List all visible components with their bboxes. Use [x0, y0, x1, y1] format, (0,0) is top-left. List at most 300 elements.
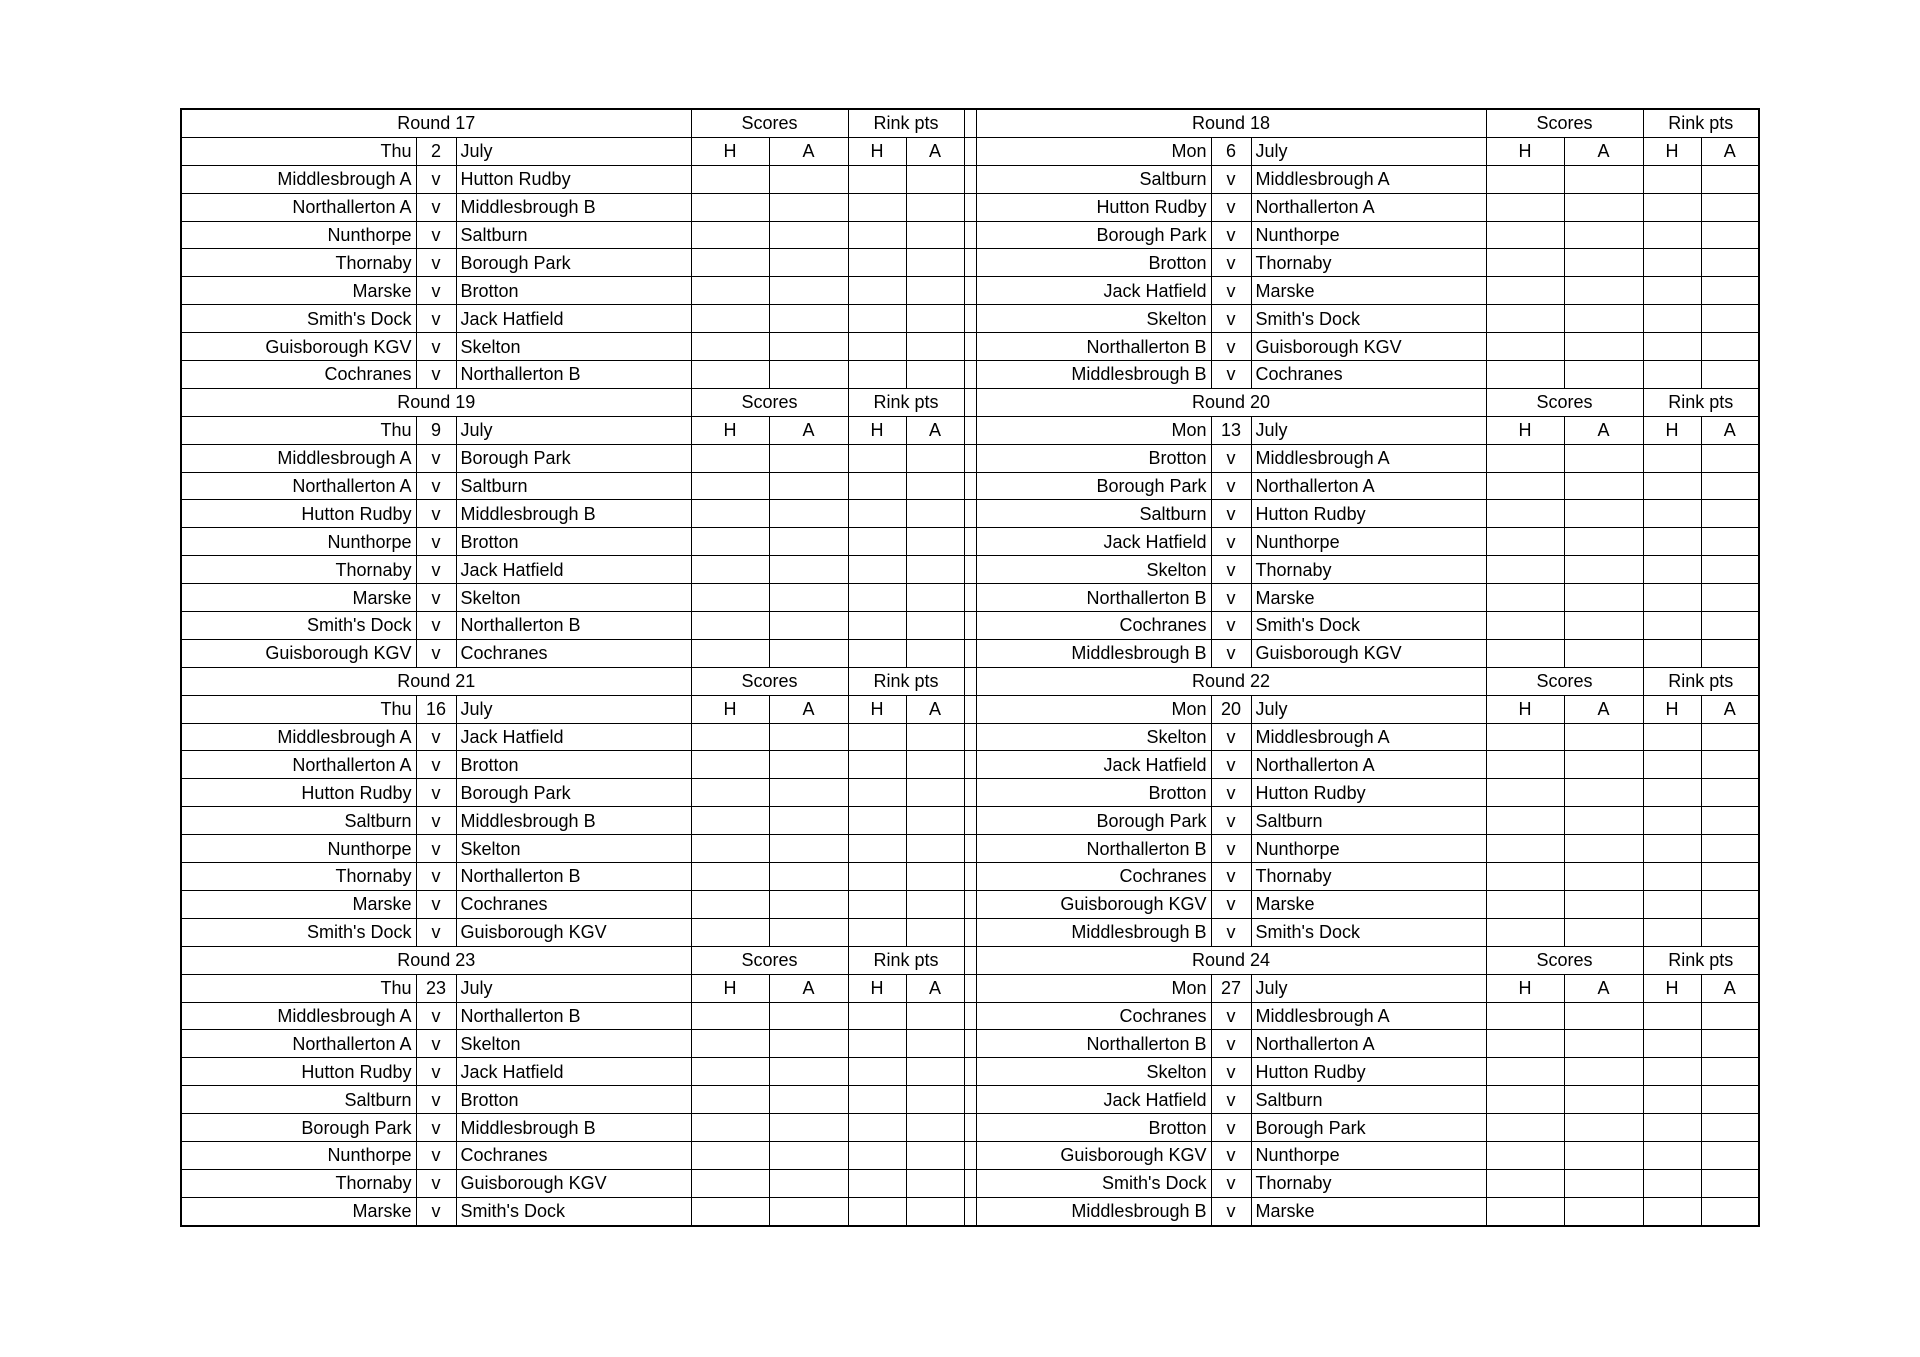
- home-team: Northallerton B: [976, 1030, 1211, 1058]
- home-team: Nunthorpe: [181, 528, 416, 556]
- versus-label: v: [1211, 221, 1251, 249]
- home-rink-pts-cell: [848, 779, 906, 807]
- home-score-cell: [1486, 1114, 1564, 1142]
- round-header-row: [181, 109, 1759, 137]
- home-score-cell: [691, 277, 769, 305]
- column-gap: [964, 1002, 976, 1030]
- versus-label: v: [1211, 556, 1251, 584]
- fixture-row: [181, 1002, 1759, 1030]
- home-team: Guisborough KGV: [181, 639, 416, 667]
- home-score-cell: [691, 1030, 769, 1058]
- column-gap: [964, 667, 976, 695]
- away-team: Smith's Dock: [1251, 612, 1486, 640]
- match-day: Thu: [181, 974, 416, 1002]
- away-team: Jack Hatfield: [456, 723, 691, 751]
- fixture-row: [181, 305, 1759, 333]
- away-rink-pts-cell: [1701, 1114, 1759, 1142]
- home-score-cell: [691, 612, 769, 640]
- away-rink-pts-cell: [906, 890, 964, 918]
- home-team: Hutton Rudby: [181, 500, 416, 528]
- fixture-row: [181, 807, 1759, 835]
- away-team: Smith's Dock: [1251, 305, 1486, 333]
- home-score-cell: [1486, 639, 1564, 667]
- column-gap: [964, 1030, 976, 1058]
- scores-home-header: H: [1486, 137, 1564, 165]
- fixture-row: [181, 1086, 1759, 1114]
- home-score-cell: [1486, 500, 1564, 528]
- scores-header: Scores: [691, 946, 848, 974]
- away-score-cell: [769, 472, 848, 500]
- away-rink-pts-cell: [906, 612, 964, 640]
- match-day: Mon: [976, 974, 1211, 1002]
- column-gap: [964, 584, 976, 612]
- away-rink-pts-cell: [1701, 863, 1759, 891]
- scores-home-header: H: [1486, 974, 1564, 1002]
- column-gap: [964, 109, 976, 137]
- away-rink-pts-cell: [1701, 444, 1759, 472]
- away-score-cell: [769, 584, 848, 612]
- scores-home-header: H: [1486, 695, 1564, 723]
- home-rink-pts-cell: [1643, 918, 1701, 946]
- away-rink-pts-cell: [1701, 472, 1759, 500]
- column-gap: [964, 277, 976, 305]
- away-score-cell: [1564, 751, 1643, 779]
- away-rink-pts-cell: [1701, 221, 1759, 249]
- versus-label: v: [1211, 249, 1251, 277]
- home-score-cell: [1486, 305, 1564, 333]
- home-rink-pts-cell: [848, 500, 906, 528]
- home-score-cell: [1486, 249, 1564, 277]
- home-score-cell: [1486, 1002, 1564, 1030]
- away-rink-pts-cell: [906, 444, 964, 472]
- home-rink-pts-cell: [1643, 1197, 1701, 1225]
- away-score-cell: [1564, 1086, 1643, 1114]
- home-rink-pts-cell: [848, 1197, 906, 1225]
- away-team: Northallerton A: [1251, 193, 1486, 221]
- home-rink-pts-cell: [848, 639, 906, 667]
- away-rink-pts-cell: [1701, 1197, 1759, 1225]
- home-team: Middlesbrough A: [181, 444, 416, 472]
- home-rink-pts-cell: [1643, 1030, 1701, 1058]
- away-score-cell: [769, 863, 848, 891]
- away-rink-pts-cell: [906, 361, 964, 389]
- home-rink-pts-cell: [1643, 165, 1701, 193]
- home-team: Hutton Rudby: [976, 193, 1211, 221]
- home-team: Jack Hatfield: [976, 528, 1211, 556]
- scores-home-header: H: [691, 695, 769, 723]
- away-rink-pts-cell: [1701, 277, 1759, 305]
- home-team: Middlesbrough B: [976, 918, 1211, 946]
- away-team: Hutton Rudby: [456, 165, 691, 193]
- versus-label: v: [1211, 918, 1251, 946]
- away-team: Middlesbrough A: [1251, 444, 1486, 472]
- home-team: Smith's Dock: [181, 305, 416, 333]
- away-rink-pts-cell: [906, 1002, 964, 1030]
- home-team: Northallerton B: [976, 333, 1211, 361]
- home-rink-pts-cell: [848, 528, 906, 556]
- away-rink-pts-cell: [1701, 1002, 1759, 1030]
- scores-header: Scores: [691, 388, 848, 416]
- away-team: Borough Park: [456, 249, 691, 277]
- home-team: Marske: [181, 277, 416, 305]
- away-score-cell: [1564, 528, 1643, 556]
- rink-away-header: A: [1701, 974, 1759, 1002]
- away-score-cell: [769, 807, 848, 835]
- home-score-cell: [691, 500, 769, 528]
- scores-header: Scores: [1486, 388, 1643, 416]
- home-rink-pts-cell: [848, 361, 906, 389]
- home-score-cell: [691, 472, 769, 500]
- away-rink-pts-cell: [1701, 890, 1759, 918]
- away-team: Northallerton B: [456, 863, 691, 891]
- away-rink-pts-cell: [906, 556, 964, 584]
- home-score-cell: [1486, 444, 1564, 472]
- home-score-cell: [691, 1141, 769, 1169]
- home-rink-pts-cell: [848, 1058, 906, 1086]
- round-header-row: [181, 388, 1759, 416]
- home-team: Thornaby: [181, 1169, 416, 1197]
- fixture-row: [181, 779, 1759, 807]
- home-team: Guisborough KGV: [976, 1141, 1211, 1169]
- fixture-row: [181, 1169, 1759, 1197]
- away-rink-pts-cell: [906, 333, 964, 361]
- versus-label: v: [1211, 500, 1251, 528]
- match-month: July: [1251, 137, 1486, 165]
- home-score-cell: [1486, 807, 1564, 835]
- scores-away-header: A: [769, 695, 848, 723]
- home-score-cell: [691, 1058, 769, 1086]
- match-day: Mon: [976, 695, 1211, 723]
- fixture-row: [181, 165, 1759, 193]
- away-score-cell: [1564, 193, 1643, 221]
- scores-away-header: A: [769, 137, 848, 165]
- versus-label: v: [1211, 1086, 1251, 1114]
- home-score-cell: [691, 1002, 769, 1030]
- home-score-cell: [1486, 863, 1564, 891]
- away-rink-pts-cell: [906, 277, 964, 305]
- away-score-cell: [1564, 612, 1643, 640]
- away-team: Middlesbrough B: [456, 193, 691, 221]
- versus-label: v: [416, 639, 456, 667]
- round-title: Round 23: [181, 946, 691, 974]
- versus-label: v: [1211, 1058, 1251, 1086]
- away-score-cell: [769, 1086, 848, 1114]
- away-rink-pts-cell: [1701, 779, 1759, 807]
- versus-label: v: [1211, 1197, 1251, 1225]
- home-rink-pts-cell: [1643, 584, 1701, 612]
- away-rink-pts-cell: [1701, 305, 1759, 333]
- away-rink-pts-cell: [1701, 556, 1759, 584]
- versus-label: v: [1211, 890, 1251, 918]
- rink-away-header: A: [1701, 137, 1759, 165]
- column-gap: [964, 165, 976, 193]
- away-rink-pts-cell: [906, 807, 964, 835]
- home-rink-pts-cell: [1643, 779, 1701, 807]
- away-rink-pts-cell: [1701, 500, 1759, 528]
- home-team: Skelton: [976, 1058, 1211, 1086]
- column-gap: [964, 388, 976, 416]
- versus-label: v: [416, 556, 456, 584]
- fixture-row: [181, 1030, 1759, 1058]
- column-gap: [964, 305, 976, 333]
- away-team: Guisborough KGV: [456, 1169, 691, 1197]
- away-score-cell: [769, 1114, 848, 1142]
- away-rink-pts-cell: [906, 723, 964, 751]
- away-rink-pts-cell: [906, 193, 964, 221]
- column-gap: [964, 361, 976, 389]
- away-team: Nunthorpe: [1251, 835, 1486, 863]
- fixture-row: [181, 528, 1759, 556]
- home-score-cell: [1486, 751, 1564, 779]
- versus-label: v: [416, 863, 456, 891]
- versus-label: v: [416, 249, 456, 277]
- home-rink-pts-cell: [1643, 807, 1701, 835]
- match-month: July: [1251, 974, 1486, 1002]
- away-score-cell: [1564, 556, 1643, 584]
- home-rink-pts-cell: [1643, 277, 1701, 305]
- away-team: Jack Hatfield: [456, 305, 691, 333]
- away-team: Jack Hatfield: [456, 556, 691, 584]
- home-team: Nunthorpe: [181, 835, 416, 863]
- home-score-cell: [1486, 1169, 1564, 1197]
- round-title: Round 18: [976, 109, 1486, 137]
- away-team: Northallerton A: [1251, 472, 1486, 500]
- away-team: Saltburn: [1251, 1086, 1486, 1114]
- fixture-row: [181, 277, 1759, 305]
- away-team: Middlesbrough B: [456, 807, 691, 835]
- home-team: Borough Park: [976, 807, 1211, 835]
- rink-pts-header: Rink pts: [1643, 109, 1759, 137]
- home-score-cell: [1486, 1086, 1564, 1114]
- fixture-row: [181, 221, 1759, 249]
- fixture-row: [181, 556, 1759, 584]
- home-rink-pts-cell: [848, 863, 906, 891]
- scores-header: Scores: [1486, 946, 1643, 974]
- away-team: Northallerton B: [456, 361, 691, 389]
- home-score-cell: [691, 807, 769, 835]
- fixture-row: [181, 584, 1759, 612]
- away-score-cell: [769, 333, 848, 361]
- home-score-cell: [1486, 918, 1564, 946]
- home-team: Northallerton A: [181, 472, 416, 500]
- rink-home-header: H: [848, 416, 906, 444]
- versus-label: v: [1211, 472, 1251, 500]
- versus-label: v: [1211, 193, 1251, 221]
- away-team: Borough Park: [456, 779, 691, 807]
- round-header-row: [181, 667, 1759, 695]
- away-rink-pts-cell: [1701, 249, 1759, 277]
- versus-label: v: [416, 305, 456, 333]
- match-date: 20: [1211, 695, 1251, 723]
- away-rink-pts-cell: [906, 1141, 964, 1169]
- rink-pts-header: Rink pts: [1643, 946, 1759, 974]
- home-rink-pts-cell: [848, 1169, 906, 1197]
- versus-label: v: [416, 1086, 456, 1114]
- home-team: Brotton: [976, 779, 1211, 807]
- round-date-row: [181, 137, 1759, 165]
- away-team: Nunthorpe: [1251, 221, 1486, 249]
- away-score-cell: [1564, 584, 1643, 612]
- home-team: Guisborough KGV: [976, 890, 1211, 918]
- away-rink-pts-cell: [1701, 612, 1759, 640]
- away-team: Middlesbrough A: [1251, 165, 1486, 193]
- home-team: Jack Hatfield: [976, 1086, 1211, 1114]
- away-score-cell: [1564, 1141, 1643, 1169]
- home-rink-pts-cell: [848, 277, 906, 305]
- versus-label: v: [1211, 444, 1251, 472]
- scores-home-header: H: [691, 137, 769, 165]
- versus-label: v: [416, 361, 456, 389]
- away-score-cell: [1564, 1058, 1643, 1086]
- versus-label: v: [416, 918, 456, 946]
- home-score-cell: [1486, 1030, 1564, 1058]
- away-rink-pts-cell: [906, 221, 964, 249]
- fixture-row: [181, 1058, 1759, 1086]
- away-rink-pts-cell: [906, 863, 964, 891]
- scores-away-header: A: [1564, 695, 1643, 723]
- match-day: Thu: [181, 137, 416, 165]
- home-rink-pts-cell: [1643, 835, 1701, 863]
- away-score-cell: [769, 444, 848, 472]
- away-team: Skelton: [456, 1030, 691, 1058]
- versus-label: v: [416, 751, 456, 779]
- away-rink-pts-cell: [906, 918, 964, 946]
- round-title: Round 24: [976, 946, 1486, 974]
- home-rink-pts-cell: [848, 193, 906, 221]
- column-gap: [964, 695, 976, 723]
- away-team: Jack Hatfield: [456, 1058, 691, 1086]
- match-month: July: [456, 695, 691, 723]
- away-score-cell: [1564, 165, 1643, 193]
- away-team: Guisborough KGV: [1251, 639, 1486, 667]
- versus-label: v: [1211, 723, 1251, 751]
- away-rink-pts-cell: [1701, 751, 1759, 779]
- round-header-row: [181, 946, 1759, 974]
- home-team: Saltburn: [976, 500, 1211, 528]
- away-rink-pts-cell: [906, 779, 964, 807]
- home-rink-pts-cell: [1643, 305, 1701, 333]
- column-gap: [964, 639, 976, 667]
- away-rink-pts-cell: [906, 1058, 964, 1086]
- home-rink-pts-cell: [1643, 1141, 1701, 1169]
- column-gap: [964, 1058, 976, 1086]
- home-team: Middlesbrough B: [976, 1197, 1211, 1225]
- away-team: Guisborough KGV: [456, 918, 691, 946]
- away-team: Brotton: [456, 528, 691, 556]
- home-rink-pts-cell: [1643, 193, 1701, 221]
- versus-label: v: [416, 1197, 456, 1225]
- column-gap: [964, 472, 976, 500]
- rink-home-header: H: [1643, 695, 1701, 723]
- column-gap: [964, 137, 976, 165]
- away-rink-pts-cell: [906, 1197, 964, 1225]
- versus-label: v: [416, 333, 456, 361]
- away-rink-pts-cell: [1701, 1058, 1759, 1086]
- column-gap: [964, 444, 976, 472]
- match-month: July: [456, 137, 691, 165]
- versus-label: v: [416, 723, 456, 751]
- away-team: Skelton: [456, 584, 691, 612]
- match-date: 27: [1211, 974, 1251, 1002]
- column-gap: [964, 500, 976, 528]
- away-score-cell: [1564, 835, 1643, 863]
- home-team: Middlesbrough B: [976, 361, 1211, 389]
- away-score-cell: [1564, 305, 1643, 333]
- home-score-cell: [1486, 584, 1564, 612]
- away-score-cell: [1564, 500, 1643, 528]
- home-score-cell: [691, 723, 769, 751]
- fixture-row: [181, 333, 1759, 361]
- fixture-row: [181, 890, 1759, 918]
- home-rink-pts-cell: [848, 1086, 906, 1114]
- column-gap: [964, 751, 976, 779]
- home-rink-pts-cell: [1643, 528, 1701, 556]
- match-day: Mon: [976, 416, 1211, 444]
- away-team: Borough Park: [1251, 1114, 1486, 1142]
- versus-label: v: [1211, 1114, 1251, 1142]
- fixture-row: [181, 193, 1759, 221]
- away-team: Middlesbrough B: [456, 500, 691, 528]
- home-team: Borough Park: [976, 221, 1211, 249]
- home-score-cell: [1486, 472, 1564, 500]
- column-gap: [964, 807, 976, 835]
- away-team: Nunthorpe: [1251, 528, 1486, 556]
- home-team: Hutton Rudby: [181, 1058, 416, 1086]
- home-rink-pts-cell: [848, 333, 906, 361]
- scores-away-header: A: [769, 974, 848, 1002]
- home-team: Saltburn: [181, 1086, 416, 1114]
- column-gap: [964, 890, 976, 918]
- home-score-cell: [691, 221, 769, 249]
- home-score-cell: [691, 918, 769, 946]
- away-score-cell: [769, 751, 848, 779]
- home-team: Hutton Rudby: [181, 779, 416, 807]
- versus-label: v: [416, 835, 456, 863]
- rink-home-header: H: [1643, 137, 1701, 165]
- home-team: Skelton: [976, 556, 1211, 584]
- away-rink-pts-cell: [906, 500, 964, 528]
- fixture-row: [181, 723, 1759, 751]
- scores-home-header: H: [691, 974, 769, 1002]
- away-score-cell: [1564, 890, 1643, 918]
- home-score-cell: [1486, 165, 1564, 193]
- match-date: 9: [416, 416, 456, 444]
- scores-header: Scores: [691, 667, 848, 695]
- away-rink-pts-cell: [906, 639, 964, 667]
- rink-pts-header: Rink pts: [848, 667, 964, 695]
- home-score-cell: [691, 890, 769, 918]
- home-rink-pts-cell: [1643, 723, 1701, 751]
- fixture-row: [181, 751, 1759, 779]
- home-team: Northallerton A: [181, 751, 416, 779]
- away-rink-pts-cell: [906, 249, 964, 277]
- round-date-row: [181, 695, 1759, 723]
- versus-label: v: [1211, 528, 1251, 556]
- column-gap: [964, 193, 976, 221]
- home-score-cell: [691, 751, 769, 779]
- fixture-row: [181, 249, 1759, 277]
- versus-label: v: [416, 807, 456, 835]
- away-rink-pts-cell: [906, 472, 964, 500]
- home-score-cell: [1486, 277, 1564, 305]
- away-team: Middlesbrough A: [1251, 723, 1486, 751]
- away-team: Smith's Dock: [1251, 918, 1486, 946]
- home-rink-pts-cell: [848, 835, 906, 863]
- away-team: Northallerton A: [1251, 1030, 1486, 1058]
- match-day: Thu: [181, 416, 416, 444]
- rink-away-header: A: [906, 416, 964, 444]
- home-score-cell: [691, 1086, 769, 1114]
